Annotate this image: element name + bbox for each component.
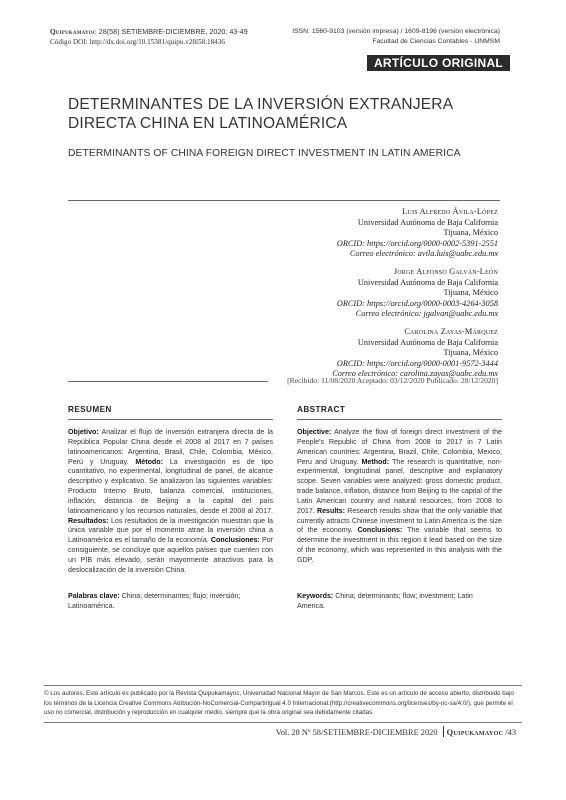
footer-separator — [443, 726, 444, 737]
issn-line: ISSN: 1560-9103 (versión impresa) / 1609-8196 (versión electrónica) — [292, 28, 500, 35]
article-title-es — [68, 95, 488, 133]
author-email-link[interactable]: Correo electrónico: carolina.zayas@uabc.edu.mx — [332, 369, 498, 378]
author-location: Tijuana, México — [443, 288, 498, 297]
objective-label: Objective: — [297, 428, 332, 436]
conclusiones-label: Conclusiones: — [210, 536, 260, 545]
keywords-text: China; determinants; flow; investment; Latin America. — [297, 592, 473, 610]
author-university: Universidad Autónoma de Baja California — [357, 217, 498, 227]
article-title-en: DETERMINANTS OF CHINA FOREIGN DIRECT INVESTMENT IN LATIN AMERICA — [68, 148, 461, 159]
author-orcid-link[interactable]: ORCID: https://orcid.org/0000-0002-5391-2551 — [336, 238, 498, 248]
keywords-label: Palabras clave: — [68, 592, 120, 600]
author-name: Luis Alfredo Ávila-López — [402, 207, 498, 216]
doi-line[interactable]: Código DOI: http://dx.doi.org/10.15381/quipu.v28i58.18436 — [50, 38, 225, 46]
metodo-label: Método: — [135, 457, 163, 466]
issue-info: 28(58) SETIEMBRE-DICIEMBRE, 2020: 43-49 — [96, 27, 248, 36]
resumen-column — [68, 405, 273, 610]
page-number: 43 — [507, 728, 516, 737]
author-email-link[interactable]: Correo electrónico: jgalvan@uabc.edu.mx — [355, 309, 498, 318]
author-university: Universidad Autónoma de Baja California — [357, 277, 498, 287]
title-es-line-1: DETERMINANTES DE LA INVERSIÓN EXTRANJERA — [68, 96, 454, 113]
author-2 — [168, 267, 498, 320]
resumen-body — [68, 428, 273, 576]
article-dates: [Recibido: 11/08/2020 Aceptado: 03/12/2020 Publicado: 28/12/2020] — [287, 376, 498, 385]
author-location: Tijuana, México — [443, 348, 498, 357]
section-label: ARTÍCULO ORIGINAL — [367, 55, 510, 71]
conclusions-text: The variable that seems to determine the investment in this region it lead based on the size of the economy, which was represented in this analysis with the GDP. — [297, 526, 502, 564]
author-orcid-link[interactable]: ORCID: https://orcid.org/0000-0003-4264-3058 — [336, 298, 498, 308]
keywords — [297, 592, 502, 611]
abstract-column — [297, 405, 503, 610]
results-label: Results: — [316, 506, 345, 515]
volume-info: Vol. 28 Nº 58/SETIEMBRE-DICIEMBRE 2020 — [275, 728, 438, 737]
author-orcid-link[interactable]: ORCID: https://orcid.org/0000-0001-9572-3444 — [336, 358, 498, 368]
resumen-heading: RESUMEN — [68, 405, 273, 420]
abstract-heading: ABSTRACT — [297, 405, 502, 420]
author-3 — [168, 327, 498, 380]
keywords-text: China; determinantes; flujo; inversión; Latinoamérica. — [68, 592, 241, 610]
title-es-line-2: DIRECTA CHINA EN LATINOAMÉRICA — [68, 115, 348, 132]
objective-text: Analyze the flow of foreign direct investment of the People's Republic of China from 2008 to 2017 in 7 Latin American countries: Argentina, Brazil, Chile, Colombia, Mexico, Peru and Uruguay. — [297, 428, 502, 466]
objetivo-label: Objetivo: — [68, 428, 99, 436]
issn-block — [250, 27, 500, 47]
resultados-label: Resultados: — [68, 516, 109, 525]
page-footer — [276, 726, 516, 737]
author-name: Carolina Zayas-Márquez — [404, 327, 498, 336]
objetivo-text: Analizar el flujo de inversión extranjera directa de la República Popular China desde el 2008 al 2017 en 7 países latinoamericanos: Argentina, Brasil, Chile, Colombia, México, Perú y Uruguay. — [68, 428, 273, 466]
author-location: Tijuana, México — [443, 228, 498, 237]
faculty-line: Facultad de Ciencias Contables - UNMSM — [372, 38, 500, 45]
keywords-label: Keywords: — [297, 592, 334, 600]
metodo-text: La investigación es de tipo cuantitativo, no experimental, longitudinal de panel, de alcance descriptivo y explicativo. Se analizaron las siguientes variables: Producto Interno Bruto, balanza comercial, instituciones, inflación, distancia de Beijing a la capital del país latinoamericano y los recursos naturales, desde el 2008 al 2017. — [68, 457, 273, 515]
method-text: The research is quantitative, non-experimental, longitudinal panel, descriptive and explanatory scope. Seven variables were analyzed: gross domestic product, trade balance, inflation, distance from Beijing to the capital of the Latin American country and natural resources, from 2008 to 2017. — [297, 457, 503, 515]
palabras-clave — [68, 592, 273, 611]
method-label: Method: — [361, 457, 390, 466]
author-email-link[interactable]: Correo electrónico: avila.luis@uabc.edu.mx — [349, 249, 498, 258]
resultados-text: Los resultados de la investigación muestran que la única variable que por el momento atrae la inversión china a Latinoamérica es el tamaño de la economía. — [68, 516, 273, 545]
divider-top — [68, 200, 500, 201]
conclusions-label: Conclusions: — [357, 526, 403, 535]
footer-journal-name: Quipukamayoc — [446, 728, 504, 737]
journal-name: Quipukamayoc — [50, 28, 97, 36]
author-university: Universidad Autónoma de Baja California — [357, 337, 498, 347]
conclusiones-text: Por consiguiente, se concluye que aquellos países que cuenten con un PIB más elevado, serán mayormente atractivos para la deslocalización de la inversión China. — [68, 536, 273, 574]
authors-block — [168, 207, 498, 387]
license-notice: © Los autores. Este artículo es publicado por la Revista Quipukamayoc, Universidad Nacional Mayor de San Marcos. Este es un artículo de acceso abierto, distribuido bajo los términos de la Licencia Creative Commons Atribución-NoComercial-Compartirlgual 4.0 Internacional.(http://creativecommons.org/licenses/by-nc-sa/4.0/), que permite el uso no comercial, distribución y reproducción en cualquier medio, siempre que la obra original sea debidamente citadas. — [44, 685, 522, 723]
abstract-body — [297, 428, 502, 566]
author-1 — [168, 207, 498, 260]
author-name: Jorge Alfonso Galván-León — [393, 267, 498, 276]
page-slash: / — [505, 728, 508, 737]
results-text: Research results show that the only variable that currently attracts Chinese investment to Latin America is the size of the economy. — [297, 506, 502, 535]
